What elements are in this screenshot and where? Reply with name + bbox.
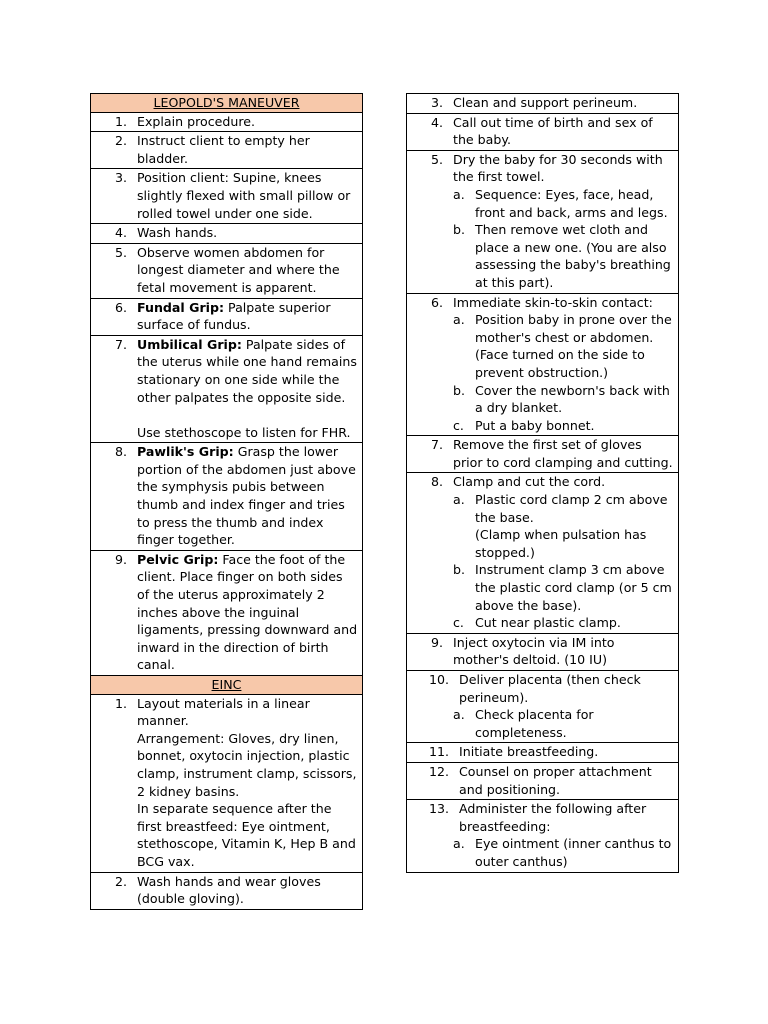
step-number: 1. [114,695,127,711]
table-row [91,335,363,443]
grip-description: Grasp the lower portion of the abdomen just above the symphysis pubis between thumb and index finger and tries to press the thumb and index finger together. [137,444,356,548]
table-row [91,298,363,335]
step-text: Instruct client to empty her bladder. [137,133,310,166]
sub-step-letter: a. [453,707,465,723]
grip-description: Palpate superior surface of fundus. [137,299,331,333]
table-row [407,94,679,114]
step-text: Clean and support perineum. [453,95,638,110]
step-number: 8. [114,444,127,460]
step-text: Clamp and cut the cord. [453,474,606,490]
table-row [407,473,679,633]
step-text: Wash hands and wear gloves (double gloving). [137,873,321,907]
sub-step [453,311,674,381]
table-row [407,743,679,763]
sub-step [453,614,674,632]
table-row [91,443,363,551]
step-note: Use stethoscope to listen for FHR. [137,424,351,440]
sub-step [453,706,674,741]
sub-step [453,221,674,291]
sub-step-letter: c. [453,615,464,631]
table-row [407,800,679,872]
step-text: Administer the following after breastfeeding: [459,801,647,834]
step-number: 5. [430,151,443,167]
sub-step [453,382,674,417]
table-row [91,694,363,872]
sub-step-text: Sequence: Eyes, face, head, front and back, arms and legs. [475,186,668,220]
sub-step-letter: c. [453,417,464,433]
sub-step [453,417,674,435]
table-row [91,132,363,169]
step-paragraph: In separate sequence after the first breastfeed: Eye ointment, stethoscope, Vitamin K, Hep B and BCG vax. [137,801,356,869]
sub-step-text: Instrument clamp 3 cm above the plastic cord clamp (or 5 cm above the base). [475,562,672,613]
step-number: 1. [114,113,127,129]
sub-step-text: Position baby in prone over the mother's chest or abdomen. (Face turned on the side to prevent obstruction.) [475,312,672,380]
sub-step-letter: a. [453,186,465,202]
sub-step [453,491,674,561]
sub-step-text: Then remove wet cloth and place a new one. (You are also assessing the baby's breathing at this part). [475,222,671,290]
step-text: Counsel on proper attachment and positioning. [459,763,652,797]
right-column-table [406,93,679,873]
spacer [95,406,358,424]
sub-step-letter: b. [453,382,465,398]
step-number: 11. [428,744,449,760]
step-number: 13. [428,801,449,817]
table-row [407,150,679,293]
grip-name: Umbilical Grip: [137,336,242,352]
table-row [407,436,679,473]
table-row [91,169,363,224]
table-row [91,550,363,675]
table-row [407,293,679,436]
table-row [91,872,363,909]
step-text [137,551,358,674]
step-number: 9. [114,551,127,567]
step-number: 10. [428,672,449,687]
step-number: 7. [114,336,127,352]
sub-step-letter: b. [453,222,465,238]
step-text: Remove the first set of gloves prior to cord clamping and cutting. [453,437,673,470]
step-text: Position client: Supine, knees slightly flexed with small pillow or rolled towel under one side. [137,170,351,221]
sub-step [453,186,674,221]
table-row [407,671,679,743]
table-row [407,633,679,670]
step-text [137,336,358,406]
sub-step [453,835,674,870]
step-number: 6. [114,299,127,315]
step-text: Explain procedure. [137,113,256,129]
table-row [91,112,363,132]
sub-step-text: Check placenta for completeness. [475,707,594,740]
sub-step-text: Cover the newborn's back with a dry blanket. [475,382,670,416]
step-number: 4. [114,225,127,241]
step-number: 6. [430,294,443,310]
step-number: 5. [114,244,127,260]
step-paragraph: Arrangement: Gloves, dry linen, bonnet, oxytocin injection, plastic clamp, instrument clamp, scissors, 2 kidney basins. [137,730,357,799]
step-number: 9. [430,634,443,650]
step-number: 4. [430,114,443,130]
step-text: Deliver placenta (then check perineum). [459,672,641,705]
step-text: Immediate skin-to-skin contact: [453,294,653,310]
sub-step-paragraph: Plastic cord clamp 2 cm above the base. [475,492,668,525]
grip-description: Palpate sides of the uterus while one hand remains stationary on one side while the other palpates the opposite side. [137,336,357,405]
step-text: Observe women abdomen for longest diameter and where the fetal movement is apparent. [137,244,340,295]
step-text [137,443,358,549]
step-text [137,695,358,871]
left-column-table [90,93,363,910]
sub-step-text: Put a baby bonnet. [475,417,595,433]
step-number: 3. [114,170,127,186]
sub-step-text [475,491,674,561]
step-text: Inject oxytocin via IM into mother's deltoid. (10 IU) [453,634,615,668]
sub-step-letter: b. [453,562,465,578]
grip-name: Pelvic Grip: [137,551,219,567]
step-number: 3. [430,95,443,110]
einc-header: EINC [91,676,363,695]
grip-name: Pawlik's Grip: [137,444,234,460]
sub-step-letter: a. [453,312,465,328]
leopold-header: LEOPOLD'S MANEUVER [91,94,363,113]
grip-name: Fundal Grip: [137,299,225,315]
step-paragraph: Layout materials in a linear manner. [137,695,310,729]
step-text: Wash hands. [137,225,218,241]
sub-step-letter: a. [453,836,465,852]
step-number: 12. [428,763,449,779]
table-row [407,762,679,799]
sub-step-text: Cut near plastic clamp. [475,615,621,631]
sub-step-text: Eye ointment (inner canthus to outer canthus) [475,836,672,869]
table-row [91,224,363,244]
step-number: 2. [114,873,127,889]
sub-step-letter: a. [453,492,465,508]
step-number: 2. [114,133,127,149]
table-row [91,243,363,298]
sub-step-paragraph: (Clamp when pulsation has stopped.) [475,527,647,560]
step-number: 8. [430,474,443,490]
step-number: 7. [430,437,443,453]
step-text: Initiate breastfeeding. [459,744,599,760]
sub-step [453,561,674,614]
step-text: Call out time of birth and sex of the baby. [453,114,653,148]
step-text [137,299,358,334]
step-text: Dry the baby for 30 seconds with the first towel. [453,151,663,185]
table-row [407,113,679,150]
grip-description: Face the foot of the client. Place finger on both sides of the uterus approximately 2 inches above the inguinal ligaments, pressing downward and inward in the direction of birth canal. [137,551,358,673]
